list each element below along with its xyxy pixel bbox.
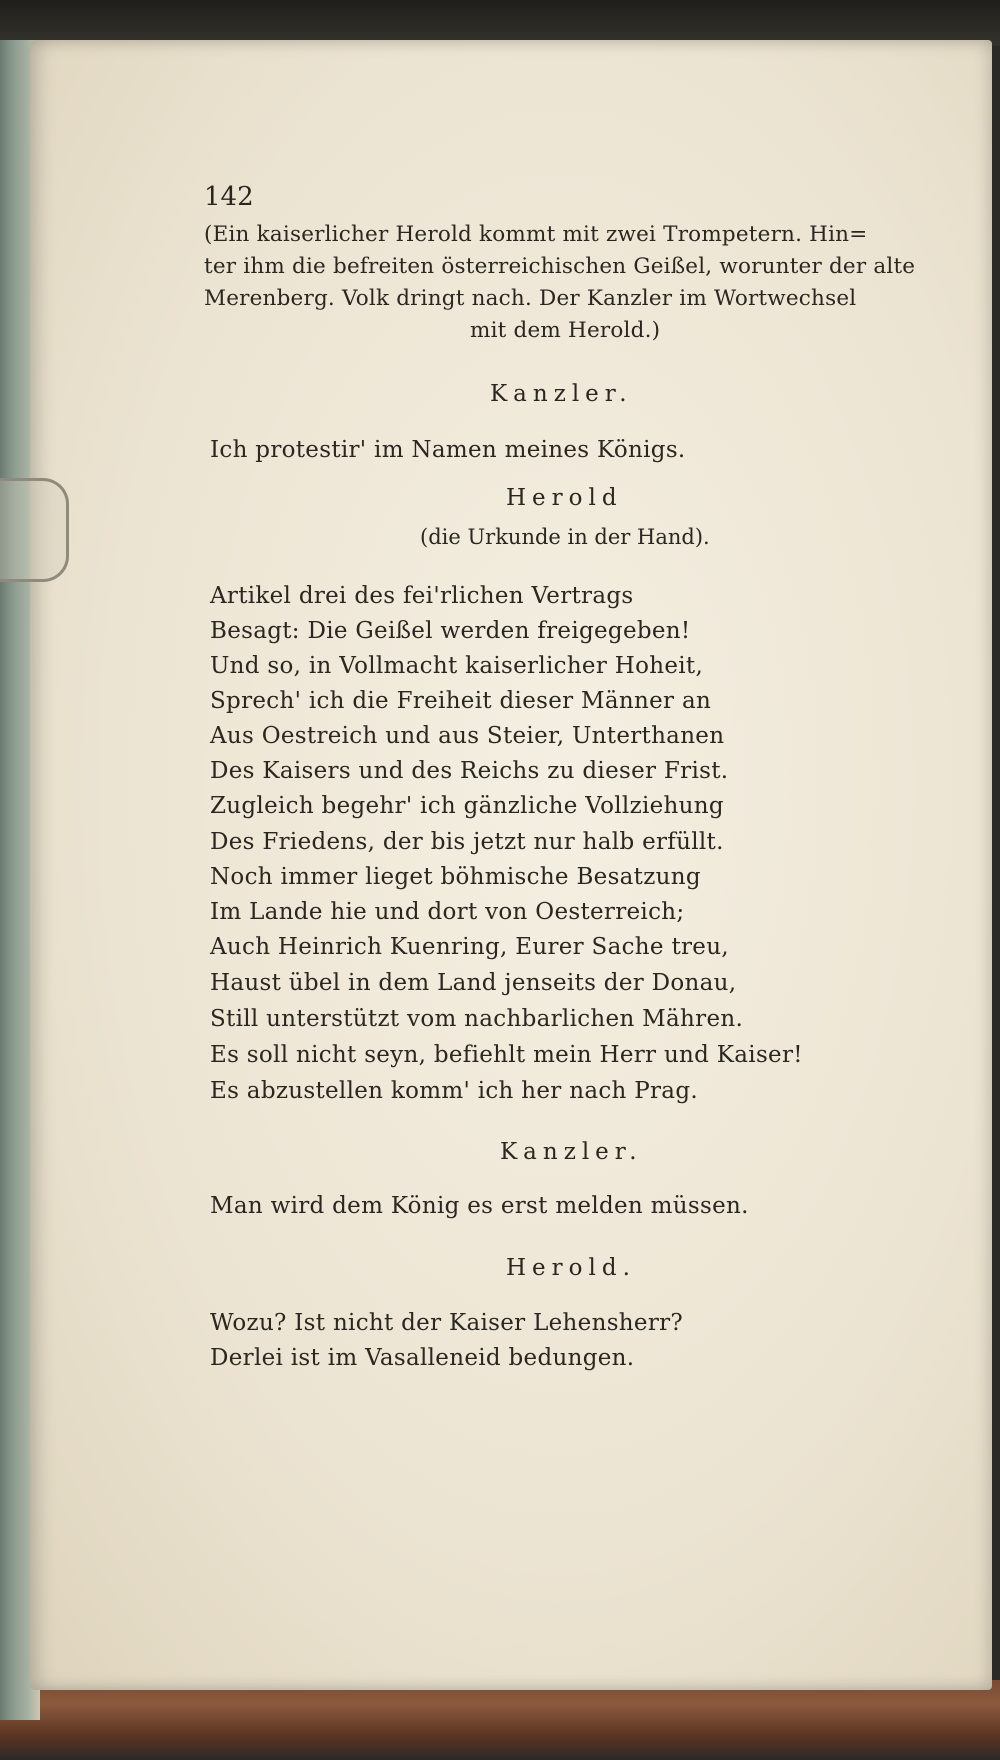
verse-line: Besagt: Die Geißel werden freigegeben! bbox=[210, 618, 691, 644]
verse-line: Artikel drei des fei'rlichen Vertrags bbox=[210, 583, 634, 609]
verse-line: Im Lande hie und dort von Oesterreich; bbox=[210, 899, 685, 925]
speaker-herold: Herold. bbox=[506, 1255, 636, 1281]
verse-line: Und so, in Vollmacht kaiserlicher Hoheit, bbox=[210, 653, 704, 679]
page-clip bbox=[0, 478, 69, 582]
verse-line: Auch Heinrich Kuenring, Eurer Sache treu, bbox=[210, 934, 729, 960]
speaker-herold: Herold bbox=[506, 485, 623, 511]
book-bottom-edge bbox=[0, 1680, 1000, 1760]
verse-line: Ich protestir' im Namen meines Königs. bbox=[210, 437, 686, 463]
stage-direction-line: Merenberg. Volk dringt nach. Der Kanzler im Wortwechsel bbox=[204, 286, 857, 311]
verse-line: Haust übel in dem Land jenseits der Donau, bbox=[210, 970, 737, 996]
verse-line: Des Kaisers und des Reichs zu dieser Frist. bbox=[210, 758, 729, 784]
page-number: 142 bbox=[204, 182, 254, 212]
verse-line: Wozu? Ist nicht der Kaiser Lehensherr? bbox=[210, 1310, 684, 1336]
stage-direction-line: ter ihm die befreiten österreichischen Geißel, worunter der alte bbox=[204, 254, 916, 279]
verse-line: Noch immer lieget böhmische Besatzung bbox=[210, 864, 701, 890]
verse-line: Des Friedens, der bis jetzt nur halb erfüllt. bbox=[210, 829, 724, 855]
verse-line: Still unterstützt vom nachbarlichen Mähren. bbox=[210, 1006, 744, 1032]
stage-direction-line: (Ein kaiserlicher Herold kommt mit zwei Trompetern. Hin= bbox=[204, 222, 868, 247]
verse-line: Es abzustellen komm' ich her nach Prag. bbox=[210, 1078, 698, 1104]
speaker-kanzler: Kanzler. bbox=[500, 1139, 643, 1165]
verse-line: Es soll nicht seyn, befiehlt mein Herr und Kaiser! bbox=[210, 1042, 803, 1068]
verse-line: Man wird dem König es erst melden müssen. bbox=[210, 1193, 749, 1219]
verse-line: Zugleich begehr' ich gänzliche Vollziehung bbox=[210, 793, 724, 819]
speaker-kanzler: Kanzler. bbox=[490, 381, 633, 407]
stage-direction-line: mit dem Herold.) bbox=[470, 318, 661, 343]
stage-direction-inline: (die Urkunde in der Hand). bbox=[420, 525, 710, 549]
verse-line: Aus Oestreich und aus Steier, Unterthanen bbox=[210, 723, 725, 749]
verse-line: Derlei ist im Vasalleneid bedungen. bbox=[210, 1345, 635, 1371]
verse-line: Sprech' ich die Freiheit dieser Männer an bbox=[210, 688, 712, 714]
